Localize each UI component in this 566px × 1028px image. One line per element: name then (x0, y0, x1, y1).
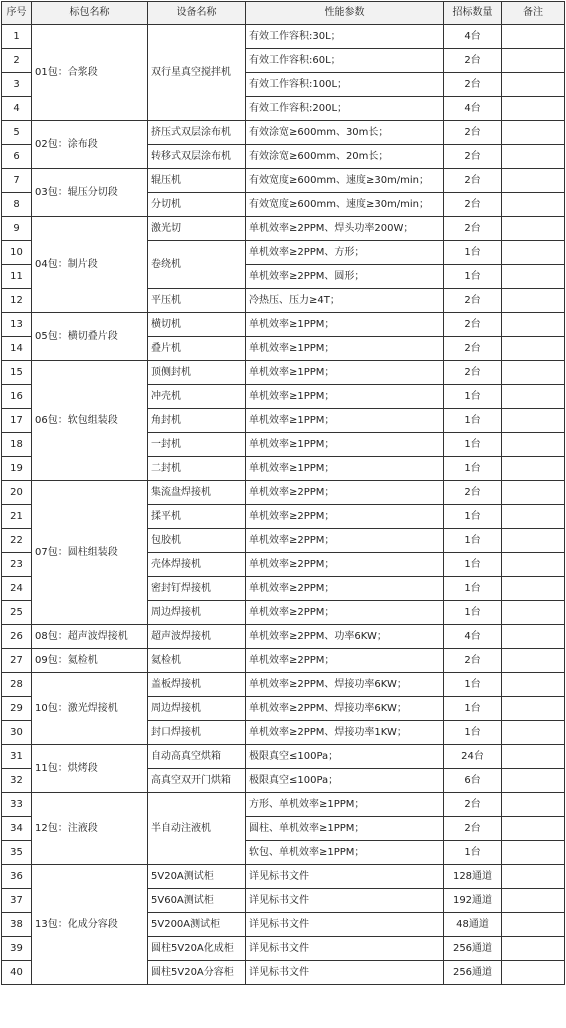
performance-params-cell: 有效工作容积:200L； (246, 97, 444, 121)
performance-params-cell: 有效工作容积:60L； (246, 49, 444, 73)
serial-no-cell: 3 (2, 73, 32, 97)
performance-params-cell: 单机效率≥1PPM； (246, 457, 444, 481)
equipment-name-cell: 自动高真空烘箱 (148, 745, 246, 769)
remarks-cell (502, 649, 565, 673)
performance-params-cell: 单机效率≥2PPM； (246, 553, 444, 577)
bid-quantity-cell: 2台 (444, 817, 502, 841)
bid-quantity-cell: 1台 (444, 673, 502, 697)
header-bid-quantity: 招标数量 (444, 2, 502, 25)
table-row (2, 121, 565, 145)
bid-quantity-cell: 6台 (444, 769, 502, 793)
bid-quantity-cell: 1台 (444, 433, 502, 457)
equipment-name-cell: 圆柱5V20A分容柜 (148, 961, 246, 985)
package-name-cell: 06包：软包组装段 (32, 361, 148, 481)
bid-quantity-cell: 4台 (444, 625, 502, 649)
performance-params-cell: 详见标书文件 (246, 889, 444, 913)
remarks-cell (502, 409, 565, 433)
serial-no-cell: 9 (2, 217, 32, 241)
bid-quantity-cell: 2台 (444, 169, 502, 193)
equipment-name-cell: 挤压式双层涂布机 (148, 121, 246, 145)
equipment-name-cell: 辊压机 (148, 169, 246, 193)
bid-quantity-cell: 1台 (444, 529, 502, 553)
equipment-name-cell: 冲壳机 (148, 385, 246, 409)
bid-quantity-cell: 48通道 (444, 913, 502, 937)
remarks-cell (502, 865, 565, 889)
bid-quantity-cell: 24台 (444, 745, 502, 769)
performance-params-cell: 单机效率≥2PPM； (246, 577, 444, 601)
table-row (2, 361, 565, 385)
remarks-cell (502, 889, 565, 913)
bid-quantity-cell: 2台 (444, 361, 502, 385)
remarks-cell (502, 313, 565, 337)
bid-quantity-cell: 1台 (444, 265, 502, 289)
remarks-cell (502, 529, 565, 553)
serial-no-cell: 7 (2, 169, 32, 193)
remarks-cell (502, 745, 565, 769)
serial-no-cell: 12 (2, 289, 32, 313)
equipment-name-cell: 叠片机 (148, 337, 246, 361)
remarks-cell (502, 913, 565, 937)
performance-params-cell: 冷热压、压力≥4T； (246, 289, 444, 313)
bid-quantity-cell: 1台 (444, 505, 502, 529)
serial-no-cell: 20 (2, 481, 32, 505)
remarks-cell (502, 361, 565, 385)
package-name-cell: 01包：合浆段 (32, 25, 148, 121)
bid-quantity-cell: 2台 (444, 217, 502, 241)
table-header-row (2, 2, 565, 25)
performance-params-cell: 单机效率≥2PPM、焊接功率6KW； (246, 697, 444, 721)
performance-params-cell: 单机效率≥1PPM； (246, 385, 444, 409)
package-name-cell: 03包：辊压分切段 (32, 169, 148, 217)
performance-params-cell: 单机效率≥2PPM； (246, 529, 444, 553)
performance-params-cell: 有效涂宽≥600mm、30m长； (246, 121, 444, 145)
remarks-cell (502, 49, 565, 73)
package-name-cell: 04包：制片段 (32, 217, 148, 313)
serial-no-cell: 13 (2, 313, 32, 337)
remarks-cell (502, 841, 565, 865)
equipment-name-cell: 盖板焊接机 (148, 673, 246, 697)
serial-no-cell: 25 (2, 601, 32, 625)
table-row (2, 793, 565, 817)
equipment-name-cell: 5V200A测试柜 (148, 913, 246, 937)
remarks-cell (502, 337, 565, 361)
serial-no-cell: 14 (2, 337, 32, 361)
remarks-cell (502, 121, 565, 145)
equipment-name-cell: 激光切 (148, 217, 246, 241)
bid-quantity-cell: 1台 (444, 697, 502, 721)
bid-quantity-cell: 2台 (444, 193, 502, 217)
equipment-name-cell: 包胶机 (148, 529, 246, 553)
remarks-cell (502, 481, 565, 505)
serial-no-cell: 31 (2, 745, 32, 769)
bid-quantity-cell: 1台 (444, 553, 502, 577)
performance-params-cell: 有效涂宽≥600mm、20m长； (246, 145, 444, 169)
equipment-name-cell: 角封机 (148, 409, 246, 433)
performance-params-cell: 单机效率≥1PPM； (246, 337, 444, 361)
serial-no-cell: 35 (2, 841, 32, 865)
table-row (2, 673, 565, 697)
remarks-cell (502, 553, 565, 577)
performance-params-cell: 单机效率≥2PPM、焊头功率200W； (246, 217, 444, 241)
performance-params-cell: 详见标书文件 (246, 961, 444, 985)
remarks-cell (502, 457, 565, 481)
bid-quantity-cell: 1台 (444, 601, 502, 625)
performance-params-cell: 详见标书文件 (246, 937, 444, 961)
serial-no-cell: 27 (2, 649, 32, 673)
performance-params-cell: 极限真空≤100Pa； (246, 769, 444, 793)
equipment-name-cell: 集流盘焊接机 (148, 481, 246, 505)
serial-no-cell: 29 (2, 697, 32, 721)
table-body (2, 25, 565, 985)
equipment-name-cell: 平压机 (148, 289, 246, 313)
bid-quantity-cell: 1台 (444, 721, 502, 745)
serial-no-cell: 37 (2, 889, 32, 913)
serial-no-cell: 28 (2, 673, 32, 697)
equipment-name-cell: 一封机 (148, 433, 246, 457)
remarks-cell (502, 673, 565, 697)
remarks-cell (502, 937, 565, 961)
serial-no-cell: 2 (2, 49, 32, 73)
serial-no-cell: 39 (2, 937, 32, 961)
serial-no-cell: 26 (2, 625, 32, 649)
remarks-cell (502, 217, 565, 241)
performance-params-cell: 单机效率≥1PPM； (246, 409, 444, 433)
performance-params-cell: 极限真空≤100Pa； (246, 745, 444, 769)
package-name-cell: 07包：圆柱组装段 (32, 481, 148, 625)
header-package-name: 标包名称 (32, 2, 148, 25)
equipment-name-cell: 双行星真空搅拌机 (148, 25, 246, 121)
performance-params-cell: 单机效率≥1PPM； (246, 433, 444, 457)
package-name-cell: 10包：激光焊接机 (32, 673, 148, 745)
serial-no-cell: 33 (2, 793, 32, 817)
remarks-cell (502, 601, 565, 625)
bid-quantity-cell: 1台 (444, 385, 502, 409)
equipment-name-cell: 密封钉焊接机 (148, 577, 246, 601)
table-row (2, 745, 565, 769)
equipment-name-cell: 高真空双开门烘箱 (148, 769, 246, 793)
bid-quantity-cell: 1台 (444, 409, 502, 433)
bid-quantity-cell: 2台 (444, 289, 502, 313)
table-row (2, 865, 565, 889)
remarks-cell (502, 961, 565, 985)
bid-quantity-cell: 1台 (444, 841, 502, 865)
remarks-cell (502, 625, 565, 649)
remarks-cell (502, 193, 565, 217)
performance-params-cell: 圆柱、单机效率≥1PPM； (246, 817, 444, 841)
remarks-cell (502, 577, 565, 601)
equipment-name-cell: 5V60A测试柜 (148, 889, 246, 913)
table-row (2, 313, 565, 337)
bid-quantity-cell: 1台 (444, 241, 502, 265)
bid-quantity-cell: 2台 (444, 337, 502, 361)
bid-quantity-cell: 128通道 (444, 865, 502, 889)
serial-no-cell: 30 (2, 721, 32, 745)
performance-params-cell: 单机效率≥2PPM、圆形； (246, 265, 444, 289)
remarks-cell (502, 73, 565, 97)
package-name-cell: 09包：氦检机 (32, 649, 148, 673)
serial-no-cell: 40 (2, 961, 32, 985)
performance-params-cell: 有效宽度≥600mm、速度≥30m/min； (246, 169, 444, 193)
package-name-cell: 05包：横切叠片段 (32, 313, 148, 361)
serial-no-cell: 10 (2, 241, 32, 265)
serial-no-cell: 16 (2, 385, 32, 409)
equipment-name-cell: 氦检机 (148, 649, 246, 673)
bid-quantity-cell: 4台 (444, 97, 502, 121)
bid-quantity-cell: 2台 (444, 73, 502, 97)
serial-no-cell: 32 (2, 769, 32, 793)
equipment-name-cell: 周边焊接机 (148, 601, 246, 625)
performance-params-cell: 单机效率≥2PPM、功率6KW； (246, 625, 444, 649)
header-equipment-name: 设备名称 (148, 2, 246, 25)
remarks-cell (502, 265, 565, 289)
equipment-name-cell: 分切机 (148, 193, 246, 217)
performance-params-cell: 单机效率≥2PPM、方形； (246, 241, 444, 265)
remarks-cell (502, 769, 565, 793)
bid-quantity-cell: 256通道 (444, 937, 502, 961)
equipment-name-cell: 揉平机 (148, 505, 246, 529)
package-name-cell: 08包：超声波焊接机 (32, 625, 148, 649)
equipment-name-cell: 5V20A测试柜 (148, 865, 246, 889)
remarks-cell (502, 505, 565, 529)
bid-quantity-cell: 4台 (444, 25, 502, 49)
serial-no-cell: 8 (2, 193, 32, 217)
performance-params-cell: 单机效率≥2PPM； (246, 649, 444, 673)
package-name-cell: 13包：化成分容段 (32, 865, 148, 985)
remarks-cell (502, 169, 565, 193)
serial-no-cell: 15 (2, 361, 32, 385)
performance-params-cell: 单机效率≥2PPM； (246, 505, 444, 529)
equipment-name-cell: 封口焊接机 (148, 721, 246, 745)
remarks-cell (502, 25, 565, 49)
equipment-name-cell: 卷绕机 (148, 241, 246, 289)
package-name-cell: 11包：烘烤段 (32, 745, 148, 793)
performance-params-cell: 单机效率≥2PPM； (246, 481, 444, 505)
serial-no-cell: 11 (2, 265, 32, 289)
performance-params-cell: 软包、单机效率≥1PPM； (246, 841, 444, 865)
remarks-cell (502, 289, 565, 313)
remarks-cell (502, 793, 565, 817)
performance-params-cell: 方形、单机效率≥1PPM； (246, 793, 444, 817)
remarks-cell (502, 241, 565, 265)
table-row (2, 169, 565, 193)
performance-params-cell: 详见标书文件 (246, 913, 444, 937)
equipment-name-cell: 壳体焊接机 (148, 553, 246, 577)
remarks-cell (502, 817, 565, 841)
serial-no-cell: 38 (2, 913, 32, 937)
equipment-name-cell: 二封机 (148, 457, 246, 481)
remarks-cell (502, 721, 565, 745)
serial-no-cell: 1 (2, 25, 32, 49)
serial-no-cell: 24 (2, 577, 32, 601)
performance-params-cell: 单机效率≥1PPM； (246, 361, 444, 385)
package-name-cell: 02包：涂布段 (32, 121, 148, 169)
table-row (2, 217, 565, 241)
remarks-cell (502, 385, 565, 409)
remarks-cell (502, 697, 565, 721)
serial-no-cell: 6 (2, 145, 32, 169)
bid-quantity-cell: 2台 (444, 121, 502, 145)
performance-params-cell: 有效工作容积:100L； (246, 73, 444, 97)
bid-quantity-cell: 2台 (444, 649, 502, 673)
bid-quantity-cell: 1台 (444, 457, 502, 481)
performance-params-cell: 单机效率≥2PPM、焊接功率1KW； (246, 721, 444, 745)
bid-quantity-cell: 2台 (444, 313, 502, 337)
serial-no-cell: 22 (2, 529, 32, 553)
equipment-name-cell: 横切机 (148, 313, 246, 337)
bid-quantity-cell: 1台 (444, 577, 502, 601)
bid-quantity-cell: 256通道 (444, 961, 502, 985)
serial-no-cell: 23 (2, 553, 32, 577)
performance-params-cell: 详见标书文件 (246, 865, 444, 889)
performance-params-cell: 单机效率≥1PPM； (246, 313, 444, 337)
serial-no-cell: 19 (2, 457, 32, 481)
serial-no-cell: 17 (2, 409, 32, 433)
table-row (2, 25, 565, 49)
bid-quantity-cell: 2台 (444, 49, 502, 73)
equipment-name-cell: 半自动注液机 (148, 793, 246, 865)
serial-no-cell: 5 (2, 121, 32, 145)
equipment-name-cell: 顶侧封机 (148, 361, 246, 385)
serial-no-cell: 18 (2, 433, 32, 457)
serial-no-cell: 36 (2, 865, 32, 889)
table-row (2, 649, 565, 673)
performance-params-cell: 单机效率≥2PPM； (246, 601, 444, 625)
serial-no-cell: 4 (2, 97, 32, 121)
performance-params-cell: 有效工作容积:30L； (246, 25, 444, 49)
table-row (2, 625, 565, 649)
serial-no-cell: 34 (2, 817, 32, 841)
remarks-cell (502, 433, 565, 457)
bid-quantity-cell: 2台 (444, 481, 502, 505)
equipment-name-cell: 圆柱5V20A化成柜 (148, 937, 246, 961)
package-name-cell: 12包：注液段 (32, 793, 148, 865)
equipment-name-cell: 超声波焊接机 (148, 625, 246, 649)
remarks-cell (502, 97, 565, 121)
equipment-name-cell: 周边焊接机 (148, 697, 246, 721)
header-performance-params: 性能参数 (246, 2, 444, 25)
bid-quantity-cell: 2台 (444, 793, 502, 817)
equipment-name-cell: 转移式双层涂布机 (148, 145, 246, 169)
bid-quantity-cell: 2台 (444, 145, 502, 169)
bid-quantity-cell: 192通道 (444, 889, 502, 913)
performance-params-cell: 有效宽度≥600mm、速度≥30m/min； (246, 193, 444, 217)
table-row (2, 481, 565, 505)
bid-equipment-table (1, 1, 565, 985)
header-remarks: 备注 (502, 2, 565, 25)
serial-no-cell: 21 (2, 505, 32, 529)
remarks-cell (502, 145, 565, 169)
header-serial-no: 序号 (2, 2, 32, 25)
performance-params-cell: 单机效率≥2PPM、焊接功率6KW； (246, 673, 444, 697)
